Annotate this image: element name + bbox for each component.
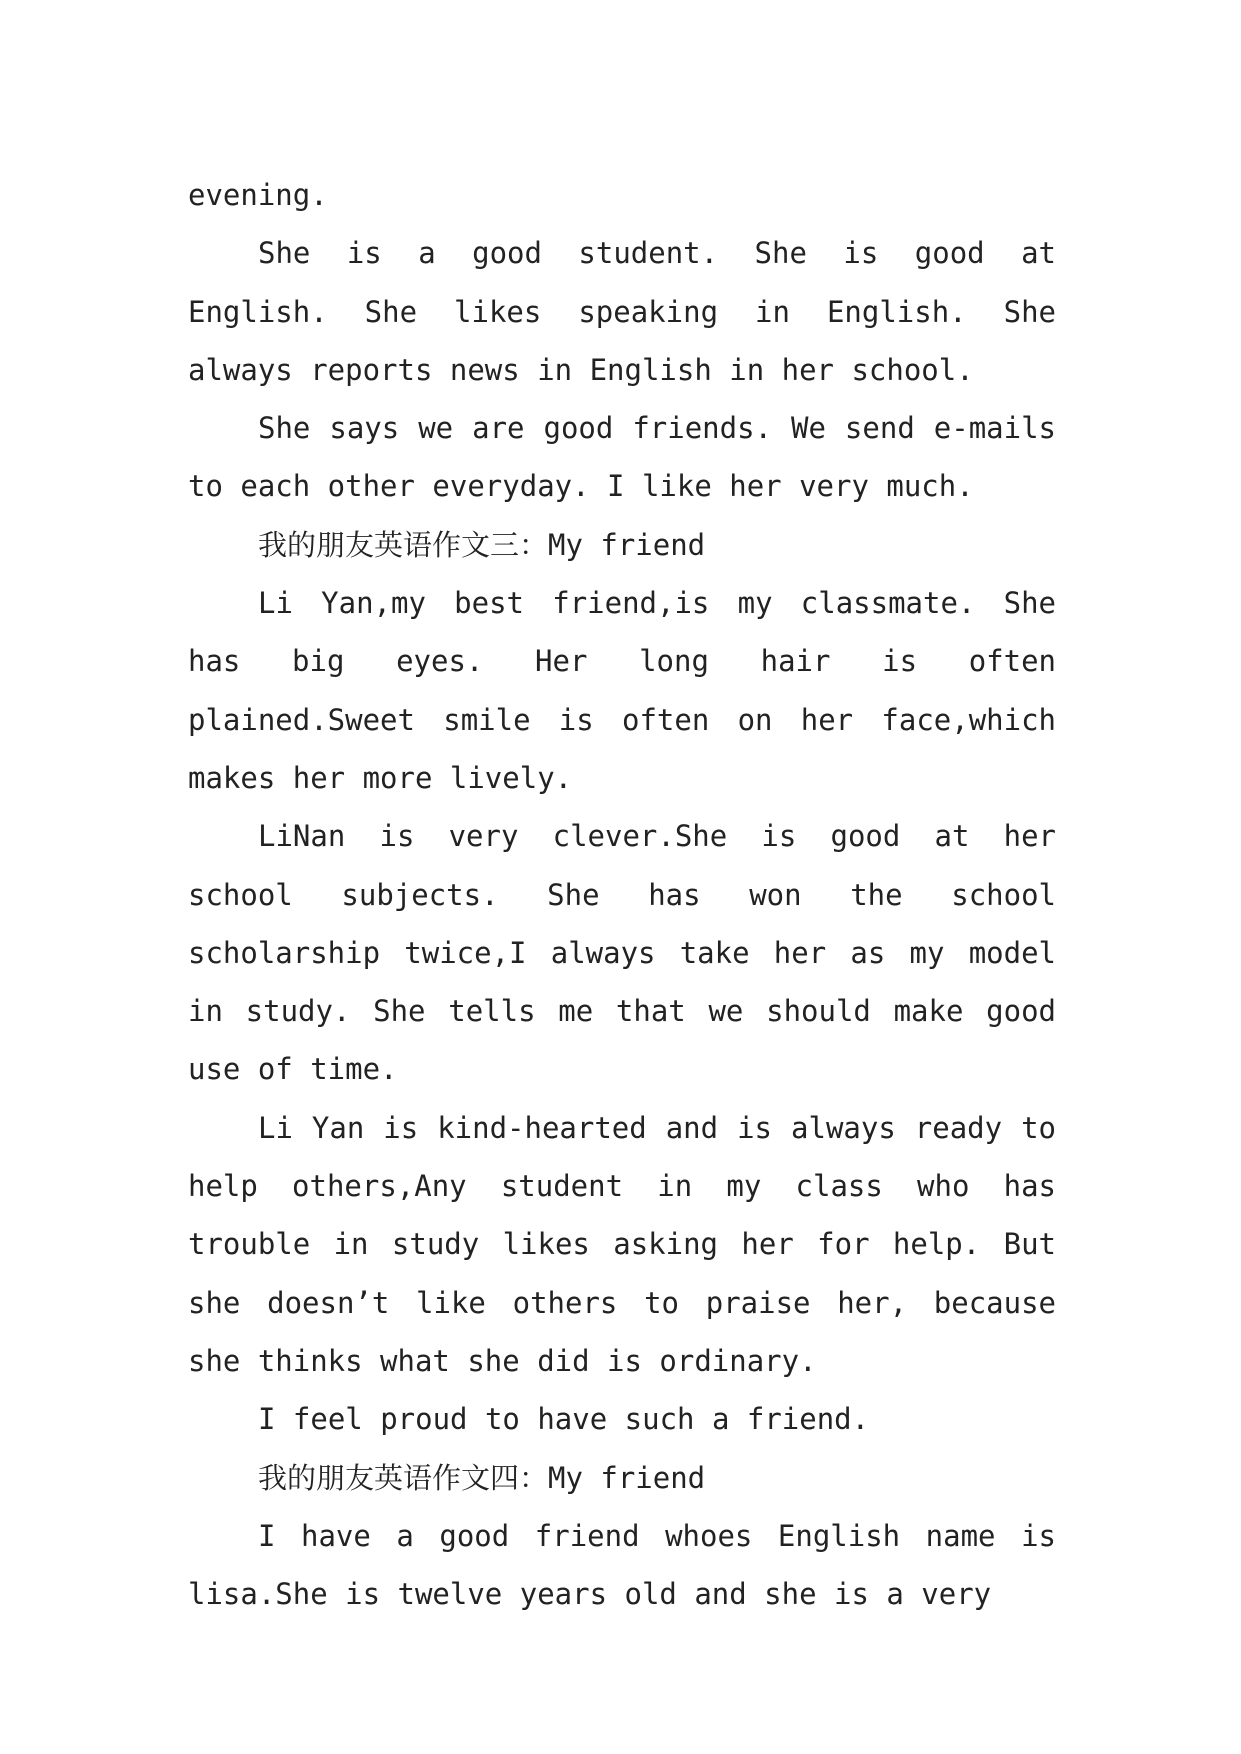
essay-body [188,166,1056,1623]
paragraph-proud: I feel proud to have such a friend. [258,1402,870,1437]
essay-heading-three: 我的朋友英语作文三：My friend [258,527,706,562]
paragraph-linan-clever: LiNan is very clever.She is good at her school subjects. She has won the school scholarship twice,I always take her as my model in study. She tells me that we should make good use of time. [188,819,1056,1087]
paragraph-good-student: She is a good student. She is good at English. She likes speaking in English. She always reports news in English in her school. [188,236,1056,387]
essay-heading-four: 我的朋友英语作文四：My friend [258,1460,706,1495]
paragraph-good-friends: She says we are good friends. We send e-mails to each other everyday. I like her very much. [188,411,1056,504]
paragraph-evening: evening. [188,178,328,212]
paragraph-li-yan-intro: Li Yan,my best friend,is my classmate. She has big eyes. Her long hair is often plained.Sweet smile is often on her face,which makes her more lively. [188,586,1056,795]
paragraph-kind-hearted: Li Yan is kind-hearted and is always ready to help others,Any student in my class who has trouble in study likes asking her for help. But she doesn’t like others to praise her, because she thinks what she did is ordinary. [188,1110,1056,1378]
paragraph-lisa: I have a good friend whoes English name is lisa.She is twelve years old and she is a very [188,1518,1056,1612]
